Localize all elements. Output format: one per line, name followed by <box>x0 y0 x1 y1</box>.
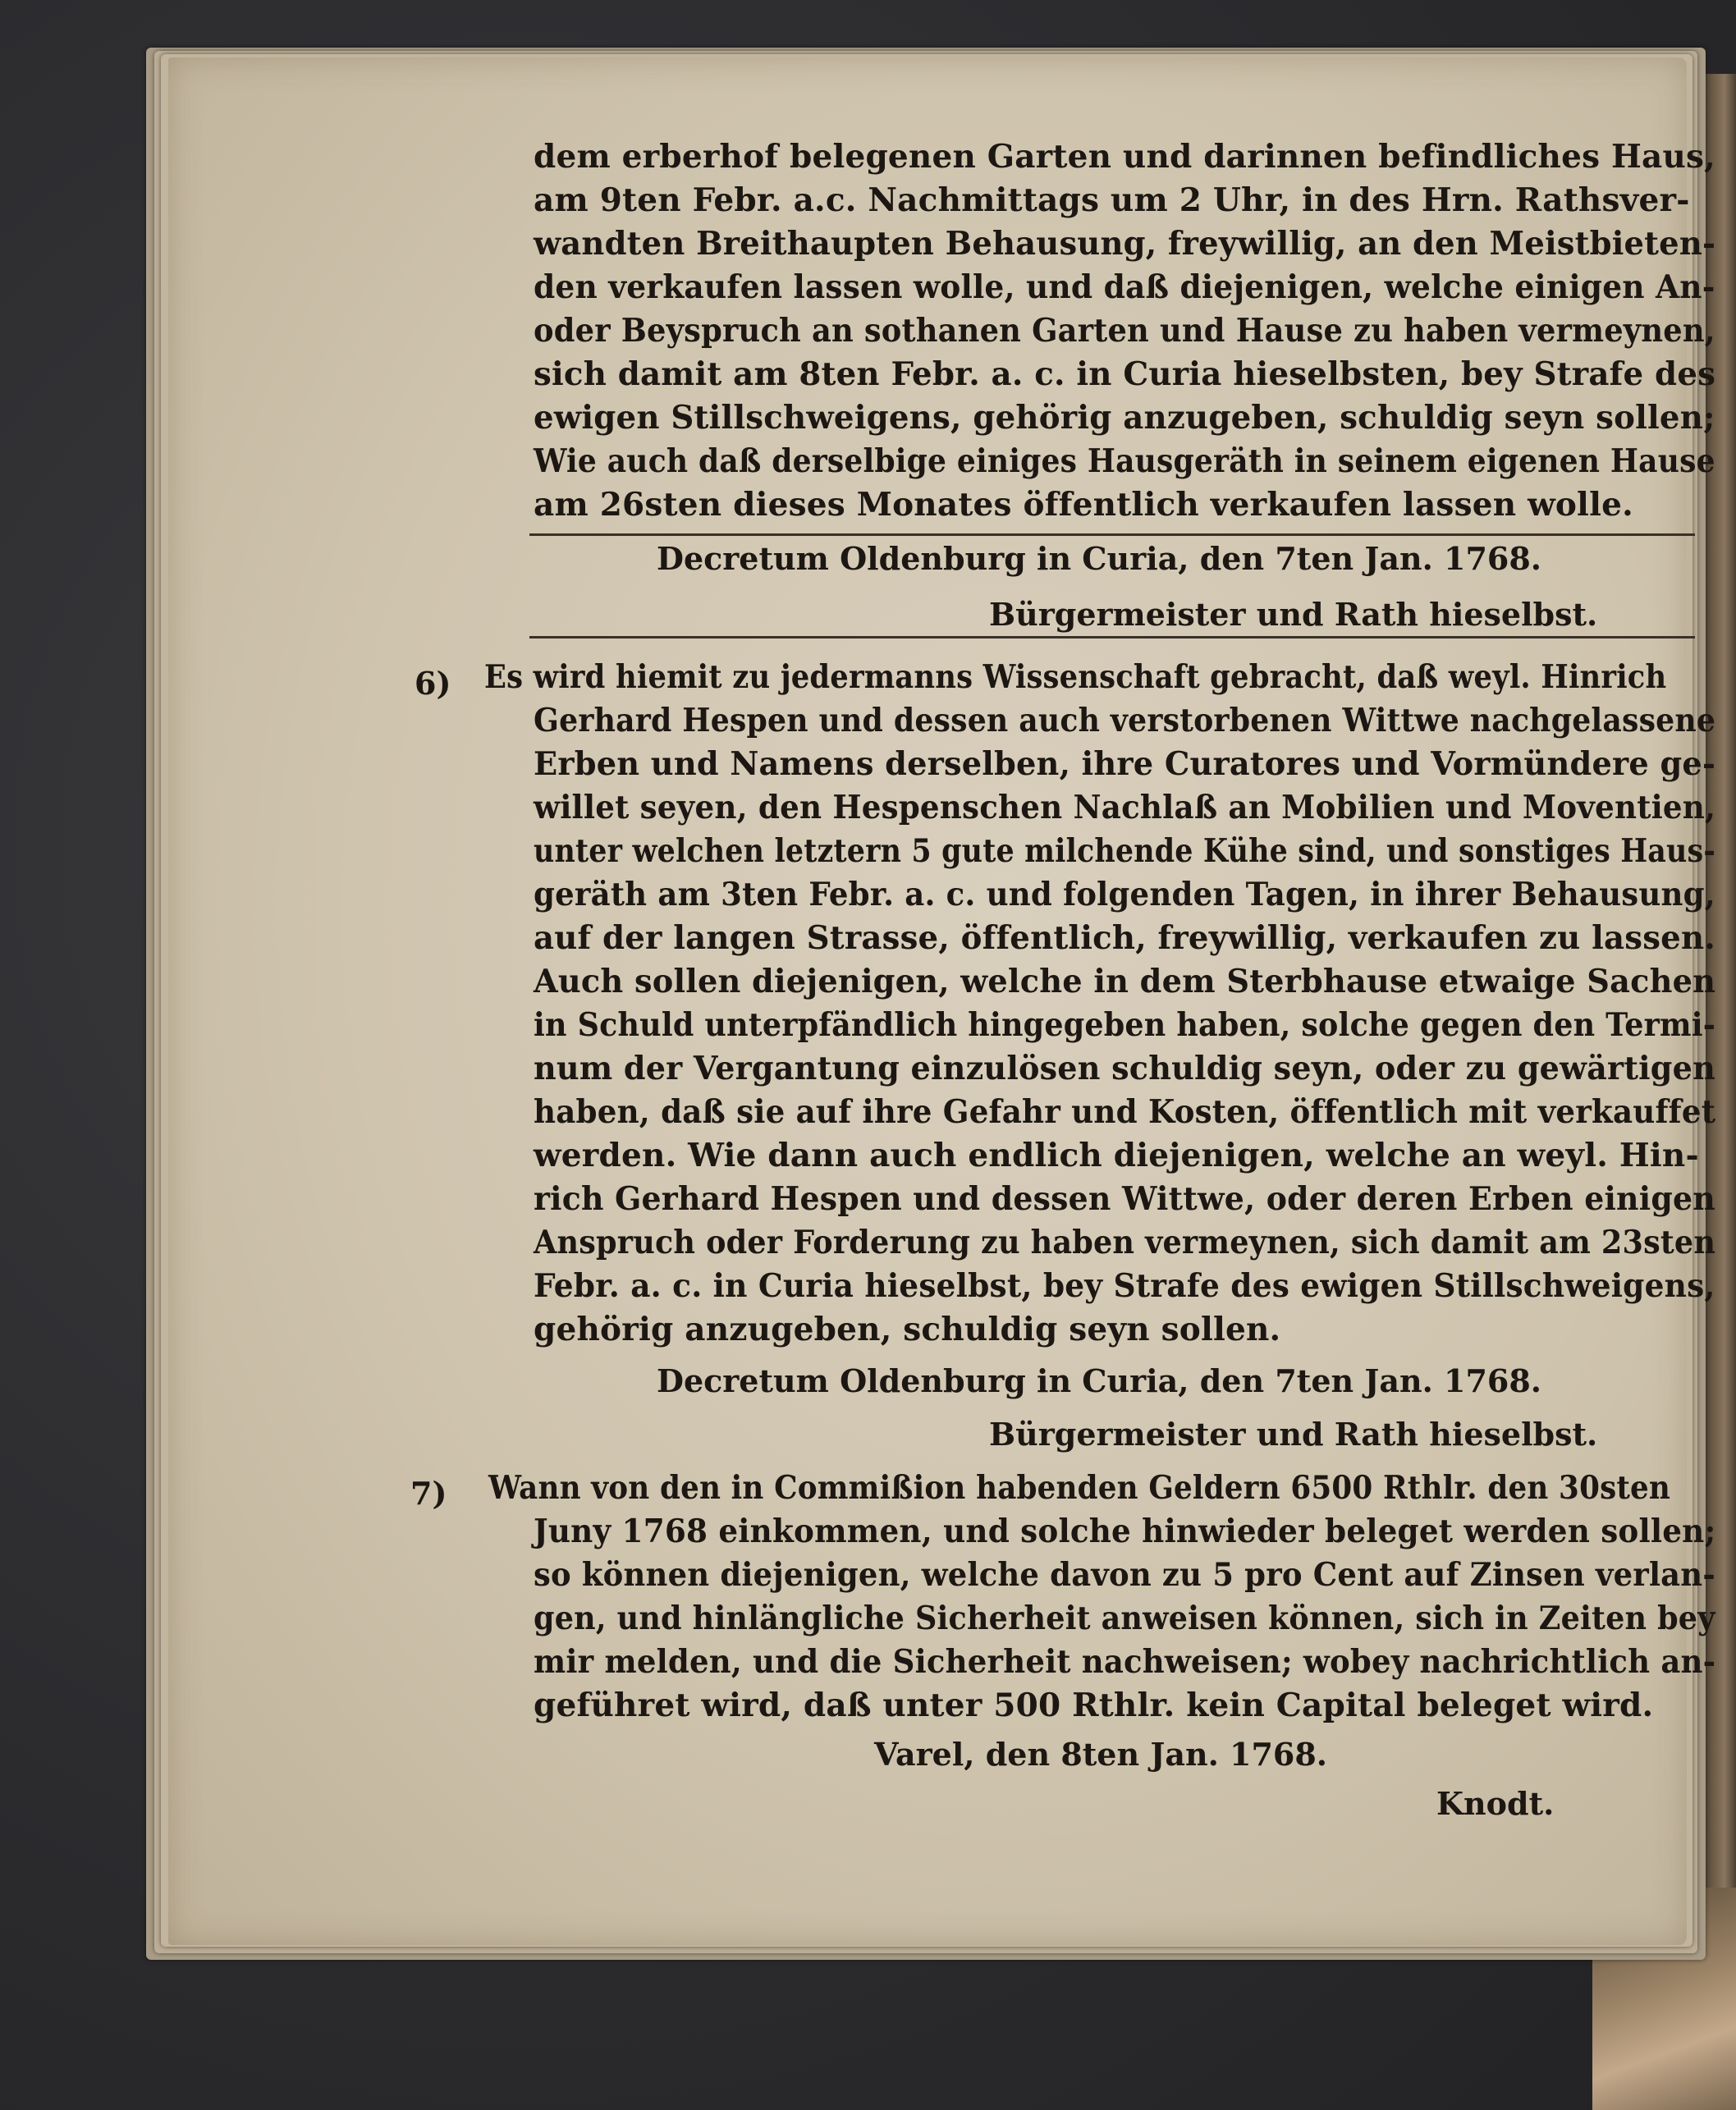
notice-7-line: gen, und hinlängliche Sicherheit anweisen können, sich in Zeiten bey <box>534 1600 1715 1637</box>
notice-6-line: Erben und Namens derselben, ihre Curatores und Vormündere ge- <box>534 745 1716 783</box>
notice-5-line: den verkaufen lassen wolle, und daß diejenigen, welche einigen An- <box>534 268 1715 306</box>
notice-7-line: mir melden, und die Sicherheit nachweisen; wobey nachrichtlich an- <box>534 1643 1716 1681</box>
notice-6-line: in Schuld unterpfändlich hingegeben haben, solche gegen den Termi- <box>534 1006 1716 1044</box>
notice-5-line: am 26sten dieses Monates öffentlich verkaufen lassen wolle. <box>534 486 1633 524</box>
notice-5-decree: Decretum Oldenburg in Curia, den 7ten Jan. 1768. <box>657 540 1542 577</box>
notice-6-signatory: Bürgermeister und Rath hieselbst. <box>989 1416 1598 1453</box>
notice-5-line: ewigen Stillschweigens, gehörig anzugeben, schuldig seyn sollen; <box>534 399 1715 437</box>
notice-6-line: gehörig anzugeben, schuldig seyn sollen. <box>534 1311 1281 1348</box>
notice-6-line: Anspruch oder Forderung zu haben vermeynen, sich damit am 23sten <box>534 1224 1716 1261</box>
notice-6-line: auf der langen Strasse, öffentlich, freywillig, verkaufen zu lassen. <box>534 919 1715 957</box>
notice-7-number: 7) <box>410 1475 447 1512</box>
notice-5-line: wandten Breithaupten Behausung, freywillig, an den Meistbieten- <box>534 225 1716 263</box>
notice-7-place-date: Varel, den 8ten Jan. 1768. <box>874 1736 1328 1773</box>
notice-6-number: 6) <box>415 665 451 702</box>
notice-6-line: Es wird hiemit zu jedermanns Wissenschaft gebracht, daß weyl. Hinrich <box>484 658 1667 696</box>
notice-5-line: oder Beyspruch an sothanen Garten und Hause zu haben vermeynen, <box>534 312 1715 350</box>
notice-6-line: unter welchen letztern 5 gute milchende Kühe sind, und sonstiges Haus- <box>534 832 1715 870</box>
notice-5-line: dem erberhof belegenen Garten und darinnen befindliches Haus, <box>534 138 1715 176</box>
notice-5-line: am 9ten Febr. a.c. Nachmittags um 2 Uhr, in des Hrn. Rathsver- <box>534 181 1690 219</box>
notice-5-signatory: Bürgermeister und Rath hieselbst. <box>989 596 1598 633</box>
notice-7-line: so können diejenigen, welche davon zu 5 pro Cent auf Zinsen verlan- <box>534 1556 1715 1594</box>
notice-6-line: num der Vergantung einzulösen schuldig seyn, oder zu gewärtigen <box>534 1050 1716 1087</box>
notice-7-signatory: Knodt. <box>1436 1785 1555 1822</box>
notice-6-line: rich Gerhard Hespen und dessen Wittwe, oder deren Erben einigen <box>534 1180 1715 1218</box>
notice-6-line: geräth am 3ten Febr. a. c. und folgenden Tagen, in ihrer Behausung, <box>534 876 1715 913</box>
notice-6-line: Auch sollen diejenigen, welche in dem Sterbhause etwaige Sachen <box>534 963 1716 1000</box>
notice-5-line: Wie auch daß derselbige einiges Hausgeräth in seinem eigenen Hause <box>534 442 1715 480</box>
notice-6-decree: Decretum Oldenburg in Curia, den 7ten Jan. 1768. <box>657 1362 1542 1399</box>
document-page <box>168 57 1716 1945</box>
notice-7-line: Wann von den in Commißion habenden Geldern 6500 Rthlr. den 30sten <box>488 1469 1671 1507</box>
divider-rule <box>529 533 1695 536</box>
notice-7-line: geführet wird, daß unter 500 Rthlr. kein Capital beleget wird. <box>534 1687 1654 1724</box>
notice-6-line: Febr. a. c. in Curia hieselbst, bey Strafe des ewigen Stillschweigens, <box>534 1267 1715 1305</box>
notice-7-line: Juny 1768 einkommen, und solche hinwieder beleget werden sollen; <box>534 1513 1716 1550</box>
notice-5-line: sich damit am 8ten Febr. a. c. in Curia hieselbsten, bey Strafe des <box>534 355 1716 393</box>
notice-6-line: willet seyen, den Hespenschen Nachlaß an Mobilien und Moventien, <box>534 789 1716 826</box>
notice-6-line: Gerhard Hespen und dessen auch verstorbenen Wittwe nachgelassene <box>534 702 1716 739</box>
notice-6-line: werden. Wie dann auch endlich diejenigen, welche an weyl. Hin- <box>534 1137 1699 1174</box>
divider-rule <box>529 636 1695 638</box>
notice-6-line: haben, daß sie auf ihre Gefahr und Kosten, öffentlich mit verkauffet <box>534 1093 1716 1131</box>
